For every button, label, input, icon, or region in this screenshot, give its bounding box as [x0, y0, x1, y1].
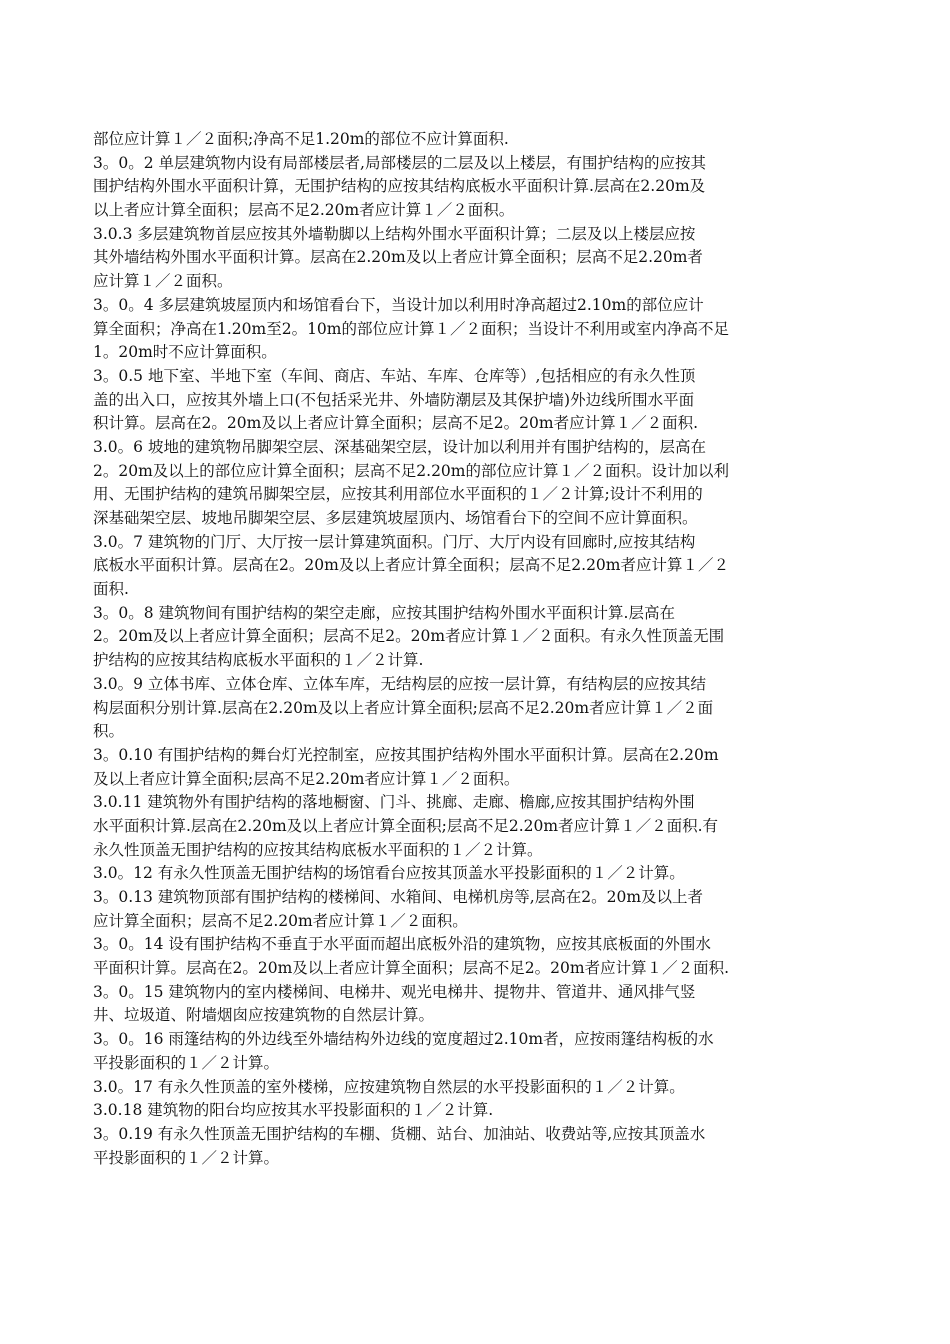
text-line: 3。0.5 地下室、半地下室（车间、商店、车站、车库、仓库等）,包括相应的有永久性顶: [93, 366, 696, 385]
text-line: 用、无围护结构的建筑吊脚架空层，应按其利用部位水平面积的１／２计算;设计不利用的: [93, 485, 703, 504]
text-line: 3.0。7 建筑物的门厅、大厅按一层计算建筑面积。门厅、大厅内设有回廊时,应按其结构: [93, 532, 696, 551]
document-body: [93, 128, 863, 1170]
text-line: 2。20m及以上的部位应计算全面积；层高不足2.20m的部位应计算１／２面积。设计加以利: [93, 461, 729, 480]
text-line: 3.0。6 坡地的建筑物吊脚架空层、深基础架空层，设计加以利用并有围护结构的，层高在: [93, 437, 706, 456]
text-line: 部位应计算１／２面积;净高不足1.20m的部位不应计算面积.: [93, 130, 509, 148]
text-line: 积。: [93, 722, 125, 741]
text-line: 3。0。14 设有围护结构不垂直于水平面而超出底板外沿的建筑物，应按其底板面的外围水: [93, 935, 711, 954]
text-line: 底板水平面积计算。层高在2。20m及以上者应计算全面积；层高不足2.20m者应计算１／２: [93, 556, 729, 575]
text-line: 2。20m及以上者应计算全面积；层高不足2。20m者应计算１／２面积。有永久性顶盖无围: [93, 627, 725, 646]
text-line: 3。0.13 建筑物顶部有围护结构的楼梯间、水箱间、电梯机房等,层高在2。20m及以上者: [93, 888, 704, 906]
text-line: 3。0。8 建筑物间有围护结构的架空走廊，应按其围护结构外围水平面积计算.层高在: [93, 603, 675, 622]
text-line: 围护结构外围水平面积计算，无围护结构的应按其结构底板水平面积计算.层高在2.20m及: [93, 177, 706, 196]
text-line: 以上者应计算全面积；层高不足2.20m者应计算１／２面积。: [93, 201, 515, 220]
text-line: 3。0。2 单层建筑物内设有局部楼层者,局部楼层的二层及以上楼层，有围护结构的应按其: [93, 153, 706, 172]
text-line: 3.0。12 有永久性顶盖无围护结构的场馆看台应按其顶盖水平投影面积的１／２计算。: [93, 864, 685, 883]
text-line: 及以上者应计算全面积;层高不足2.20m者应计算１／２面积。: [93, 769, 520, 788]
text-line: 面积.: [93, 580, 129, 599]
text-line: 1。20m时不应计算面积。: [93, 343, 277, 362]
text-line: 3.0.3 多层建筑物首层应按其外墙勒脚以上结构外围水平面积计算；二层及以上楼层应按: [93, 224, 696, 243]
text-line: 盖的出入口，应按其外墙上口(不包括采光井、外墙防潮层及其保护墙)外边线所围水平面: [93, 390, 695, 409]
text-line: 平投影面积的１／２计算。: [93, 1053, 280, 1072]
text-line: 应计算全面积；层高不足2.20m者应计算１／２面积。: [93, 911, 468, 930]
text-line: 永久性顶盖无围护结构的应按其结构底板水平面积的１／２计算。: [93, 840, 543, 859]
text-line: 积计算。层高在2。20m及以上者应计算全面积；层高不足2。20m者应计算１／２面积.: [93, 414, 698, 433]
text-line: 3.0.18 建筑物的阳台均应按其水平投影面积的１／２计算.: [93, 1101, 494, 1120]
text-line: 3。0.19 有永久性顶盖无围护结构的车棚、货棚、站台、加油站、收费站等,应按其顶盖水: [93, 1124, 706, 1143]
text-line: 3.0。9 立体书库、立体仓库、立体车库，无结构层的应按一层计算，有结构层的应按其结: [93, 674, 706, 693]
text-line: 其外墙结构外围水平面积计算。层高在2.20m及以上者应计算全面积；层高不足2.20m者: [93, 248, 703, 267]
text-line: 构层面积分别计算.层高在2.20m及以上者应计算全面积;层高不足2.20m者应计算１／２面: [93, 698, 714, 717]
text-line: 算全面积；净高在1.20m至2。10m的部位应计算１／２面积；当设计不利用或室内净高不足: [93, 319, 729, 338]
text-line: 护结构的应按其结构底板水平面积的１／２计算.: [93, 651, 424, 670]
text-line: 水平面积计算.层高在2.20m及以上者应计算全面积;层高不足2.20m者应计算１／２面积.有: [93, 816, 718, 835]
text-line: 3。0。15 建筑物内的室内楼梯间、电梯井、观光电梯井、提物井、管道井、通风排气竖: [93, 982, 696, 1001]
text-line: 3。0.10 有围护结构的舞台灯光控制室，应按其围护结构外围水平面积计算。层高在2.20m: [93, 745, 719, 764]
text-line: 3.0。17 有永久性顶盖的室外楼梯，应按建筑物自然层的水平投影面积的１／２计算。: [93, 1077, 685, 1096]
text-line: 平投影面积的１／２计算。: [93, 1148, 280, 1167]
text-line: 平面积计算。层高在2。20m及以上者应计算全面积；层高不足2。20m者应计算１／２面积.: [93, 959, 729, 978]
text-line: 3。0。16 雨篷结构的外边线至外墙结构外边线的宽度超过2.10m者，应按雨篷结构板的水: [93, 1030, 714, 1049]
text-line: 深基础架空层、坡地吊脚架空层、多层建筑坡屋顶内、场馆看台下的空间不应计算面积。: [93, 509, 698, 527]
text-line: 应计算１／２面积。: [93, 272, 233, 291]
text-line: 3.0.11 建筑物外有围护结构的落地橱窗、门斗、挑廊、走廊、檐廊,应按其围护结构外围: [93, 793, 695, 812]
text-line: 3。0。4 多层建筑坡屋顶内和场馆看台下，当设计加以利用时净高超过2.10m的部位应计: [93, 295, 704, 314]
text-line: 井、垃圾道、附墙烟囱应按建筑物的自然层计算。: [93, 1006, 435, 1025]
